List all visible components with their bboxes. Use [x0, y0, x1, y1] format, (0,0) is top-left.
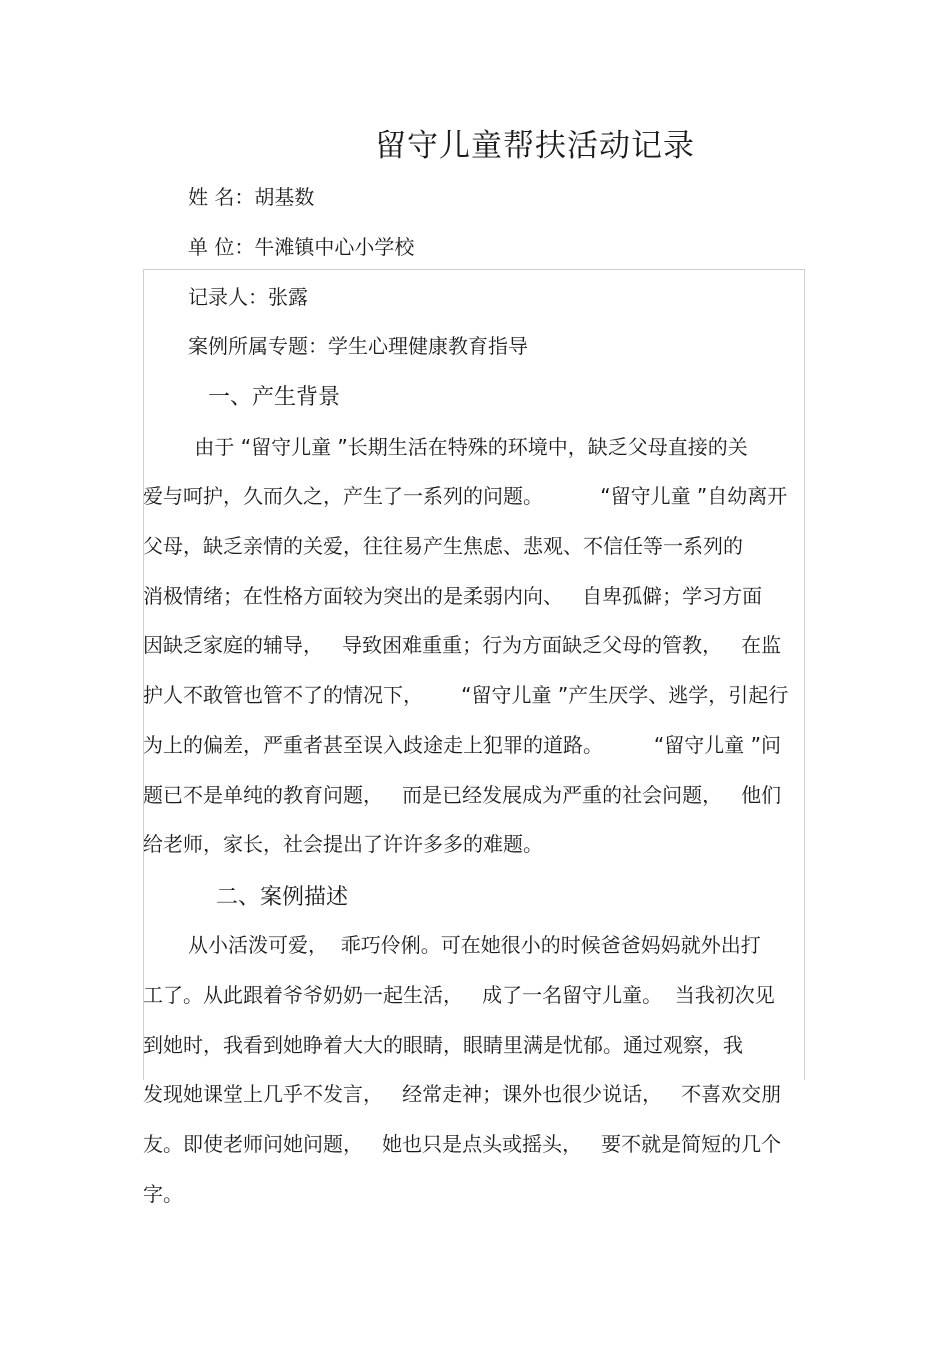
- paragraph-line: 爱与呵护，久而久之，产生了一系列的问题。 “留守儿童 ”自幼离开: [143, 484, 788, 508]
- paragraph-line: 父母，缺乏亲情的关爱，往往易产生焦虑、悲观、不信任等一系列的: [143, 534, 743, 558]
- paragraph-line: 到她时，我看到她睁着大大的眼睛，眼睛里满是忧郁。通过观察，我: [143, 1033, 743, 1057]
- paragraph-line: 护人不敢管也管不了的情况下， “留守儿童 ”产生厌学、逃学，引起行: [143, 683, 789, 707]
- info-topic: 案例所属专题：学生心理健康教育指导: [188, 334, 528, 358]
- document-title: 留守儿童帮扶活动记录: [375, 128, 695, 164]
- section-heading-case: 二、案例描述: [216, 885, 349, 910]
- paragraph-line: 题已不是单纯的教育问题， 而是已经发展成为严重的社会问题， 他们: [143, 783, 782, 807]
- paragraph-line: 消极情绪；在性格方面较为突出的是柔弱内向、 自卑孤僻；学习方面: [143, 584, 763, 608]
- paragraph-line: 友。即使老师问她问题， 她也只是点头或摇头， 要不就是简短的几个: [143, 1132, 782, 1156]
- paragraph-line: 工了。从此跟着爷爷奶奶一起生活， 成了一名留守儿童。 当我初次见: [143, 983, 775, 1007]
- section-heading-background: 一、产生背景: [208, 385, 341, 410]
- paragraph-line: 因缺乏家庭的辅导， 导致困难重重；行为方面缺乏父母的管教， 在监: [143, 633, 782, 657]
- info-recorder: 记录人：张露: [188, 285, 308, 309]
- paragraph-line: 字。: [143, 1182, 183, 1206]
- paragraph-line: 由于 “留守儿童 ”长期生活在特殊的环境中，缺乏父母直接的关: [188, 435, 748, 459]
- paragraph-line: 发现她课堂上几乎不发言， 经常走神；课外也很少说话， 不喜欢交朋: [143, 1082, 782, 1106]
- paragraph-line: 给老师，家长，社会提出了许许多多的难题。: [143, 832, 543, 856]
- paragraph-line: 为上的偏差，严重者甚至误入歧途走上犯罪的道路。 “留守儿童 ”问: [143, 733, 781, 757]
- paragraph-line: 从小活泼可爱， 乖巧伶俐。可在她很小的时候爸爸妈妈就外出打: [188, 933, 761, 957]
- info-name: 姓 名：胡基数: [188, 185, 315, 209]
- info-unit: 单 位：牛滩镇中心小学校: [188, 235, 415, 259]
